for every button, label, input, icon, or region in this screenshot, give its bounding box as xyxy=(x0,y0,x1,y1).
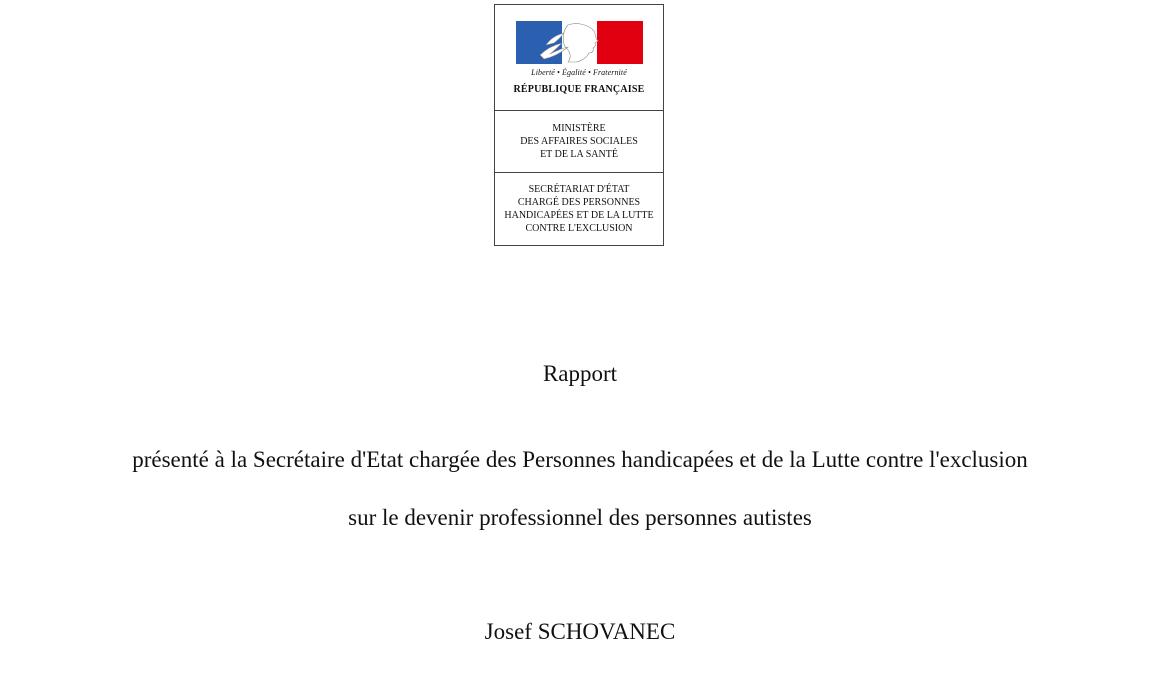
marianne-cell xyxy=(495,5,663,111)
ministry-line: MINISTÈRE xyxy=(552,123,606,134)
ministry-line: DES AFFAIRES SOCIALES xyxy=(520,136,638,147)
author-name: Josef SCHOVANEC xyxy=(484,619,676,644)
document-heading: Rapport xyxy=(542,361,618,386)
secretariat-line: HANDICAPÉES ET DE LA LUTTE xyxy=(504,210,654,221)
ministry-cell xyxy=(495,111,663,173)
secretariat-cell xyxy=(495,173,663,245)
government-logo-block xyxy=(494,4,664,246)
republic-name: RÉPUBLIQUE FRANÇAISE xyxy=(513,84,645,95)
subject-line: sur le devenir professionnel des personnes autistes xyxy=(348,505,812,530)
secretariat-line: CHARGÉ DES PERSONNES xyxy=(517,197,641,208)
secretariat-line: CONTRE L'EXCLUSION xyxy=(525,223,633,234)
ministry-line: ET DE LA SANTÉ xyxy=(540,149,618,160)
secretariat-line: SECRÉTARIAT D'ÉTAT xyxy=(528,184,630,195)
republic-motto: Liberté • Égalité • Fraternité xyxy=(531,68,627,77)
presented-to-line: présenté à la Secrétaire d'Etat chargée des Personnes handicapées et de la Lutte contre l'exclusion xyxy=(132,447,1028,472)
marianne-logo-icon xyxy=(516,21,643,64)
